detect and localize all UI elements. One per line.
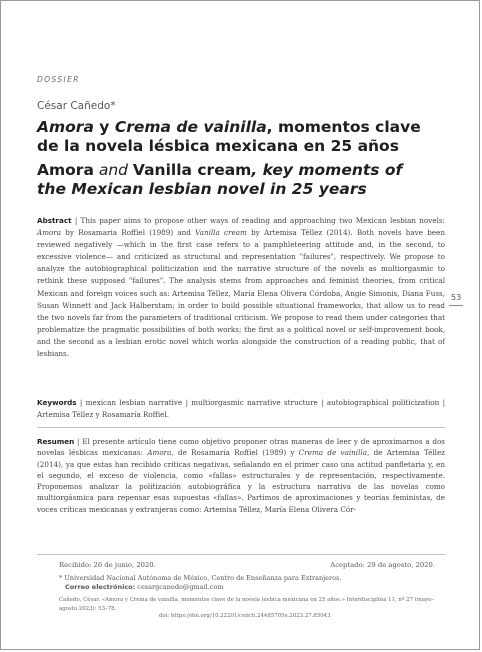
author-affiliation: * Universidad Nacional Autónoma de México, Centro de Enseñanza para Extranjeros.	[59, 574, 342, 582]
citation: Cañedo, César. «Amora y Crema de vainilla, momentos clave de la novela lésbica mexicana en 25 años.» Interdisciplina 11, nº 27 (mayo–agosto 2023): 53–78.	[59, 597, 435, 612]
page-number-rule	[449, 305, 463, 306]
section-label: DOSSIER	[37, 75, 80, 84]
accepted-date: Aceptado: 29 de agosto, 2020.	[330, 561, 435, 569]
resumen-text-1: El presente artículo tiene como objetivo proponer otras maneras de leer y de aproximarnos a dos novelas lésbicas mexicanas:	[37, 437, 445, 458]
author-name: César Cañedo*	[37, 100, 116, 112]
abstract-paragraph	[37, 215, 445, 360]
title-en-part-4: , key moments of the Mexican lesbian novel in 25 years	[37, 161, 403, 198]
title-es-part-1: Amora	[37, 118, 94, 136]
abstract-text-2: by Rosamaria Roffiel (1989) and	[61, 228, 196, 238]
title-spanish	[37, 118, 427, 156]
email-address: cesargcanedo@gmail.com	[135, 583, 224, 591]
resumen-text-3: , de Artemisa Téllez (2014), ya que estas han recibido críticas negativas, señalando en el primer caso una actitud panfletaria y, en el segundo, el exceso de violencia, como «fallas» estructurales y de representación, respectivamente. Proponemos analizar la politización autobiográfica y la estructura narrativa de las novelas como multiorgásmica para repensar esas supuestas «fallas». Partimos de aproximaciones y teorías feministas, de voces críticas mexicanas y extranjeras como: Artemisa Téllez, María Elena Olivera Cór-	[37, 448, 446, 514]
keywords-text: | mexican lesbian narrative | multiorgasmic narrative structure | autobiographical politicization | Artemisa Téllez y Rosamaría Roffiel.	[37, 398, 445, 420]
title-es-part-2: y	[93, 118, 115, 136]
resumen-italic-1: Amora	[147, 448, 172, 458]
title-en-part-2: and	[93, 161, 133, 179]
title-es-part-4: , momentos clave de la novela lésbica mexicana en 25 años	[37, 118, 421, 155]
title-en-part-1: Amora	[37, 161, 94, 179]
abstract-text-3: by Artemisa Téllez (2014). Both novels have been reviewed negatively —which in the first case refers to a pamphleteering attitude and, in the second, to excessive violence— and criticized as structural and representation "failures", respectively. We propose to analyze the autobiographical politicization and the narrative structure of the novels as multiorgasmic to rethink these supposed "failures". The analysis stems from approaches and feminist theories, from critical Mexican and foreign voices such as: Artemisa Téllez, María Elena Olivera Córdoba, Angie Simonis, Diana Fuss, Susan Winnett and Jack Halberstam; in order to build possible situational frameworks, that allow us to read the two novels far from the parameters of traditional criticism. We propose to read them under categories that problematize the pragmatic possibilities of both works; the first as a political novel or self-improvement book, and the second as a lesbian erotic novel which works alongside the construction of a reading public, that of lesbians.	[37, 228, 445, 359]
author-email-line	[65, 583, 445, 591]
resumen-paragraph	[37, 436, 445, 515]
page-number: 53	[451, 293, 462, 302]
abstract-italic-1: Amora	[37, 228, 62, 238]
doi-link[interactable]: doi: https://doi.org/10.22201/ceiich.24485705e.2023.27.85043	[159, 613, 331, 619]
resumen-label: Resumen	[37, 437, 75, 446]
keywords-paragraph	[37, 397, 445, 421]
divider-line	[37, 427, 445, 428]
resumen-separator: |	[74, 437, 83, 446]
email-label: Correo electrónico:	[65, 583, 136, 591]
title-english	[37, 161, 427, 199]
abstract-text-1: This paper aims to propose other ways of reading and approaching two Mexican lesbian novels:	[80, 216, 445, 225]
title-es-part-3: Crema de vainilla	[114, 118, 267, 136]
keywords-label: Keywords	[37, 398, 77, 407]
resumen-text-2: , de Rosamaría Roffiel (1989) y	[171, 448, 299, 458]
abstract-separator: |	[71, 216, 81, 225]
abstract-label: Abstract	[37, 216, 72, 225]
title-en-part-3: Vanilla cream	[132, 161, 252, 179]
footnote-divider	[37, 554, 445, 555]
received-date: Recibido: 26 de junio, 2020.	[59, 561, 156, 569]
resumen-italic-2: Crema de vainilla	[298, 448, 367, 458]
abstract-italic-2: Vanilla cream	[195, 228, 247, 238]
